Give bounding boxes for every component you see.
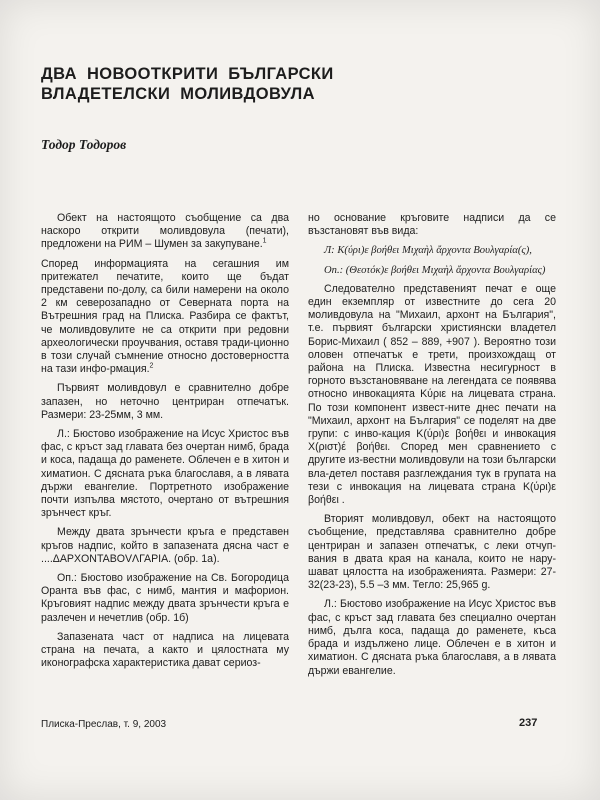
inscription-obverse: Л: K(ύρι)ε βοήθει Μιχαὴλ ἄρχοντα Βουλγαρία(ς), [324, 245, 532, 257]
paragraph: Следователно представеният печат е още един екземпляр от известните до сега 20 моливдовула на "Михаил, архонт на България", т.е. първият български християнски владетел Борис-Михаил ( 852 – 889, +907 ). Вероятно този оловен отпечатък е трети, произхождащ от района на Плиска. Известна несигурност в горното възстановяване на легендата се появява относно инвокацията Κύριε на лицевата страна. По този компонент извест-ните днес печати на "Михаил, архонт на България" се поделят на две групи: с инво-кация K(ύρι)ε βοήθει и инвокация Χ(ριστ)έ βοήθει. Според мен сравнението с другите из-вестни моливдовули на този български вла-детел поставя разглеждания тук в групата на тези с инвокация на лицевата страна K(ύρι)ε βοήθει . [308, 282, 556, 507]
right-column [308, 212, 556, 684]
article-title [41, 64, 341, 104]
article-title-line-2: ВЛАДЕТЕЛСКИ МОЛИВДОВУЛА [41, 85, 315, 103]
page-number: 237 [519, 717, 538, 729]
article-title-line-1: ДВА НОВООТКРИТИ БЪЛГАРСКИ [41, 65, 334, 83]
author-name: Тодор Тодоров [41, 137, 127, 152]
inscription-reverse: Оп.: (Θεοτόκ)ε βοήθει Μιχαὴλ ἄρχοντα Βουλγαρίας) [324, 264, 546, 276]
paragraph: но основание кръговите надписи да се възстановят във вида: [308, 212, 556, 238]
journal-reference: Плиска-Преслав, т. 9, 2003 [41, 719, 167, 730]
paragraph: Първият моливдовул е сравнително добре запазен, но неточно центриран отпечатък. Размери: 23-25мм, 3 мм. [41, 382, 289, 421]
paragraph: Л.: Бюстово изображение на Исус Христос във фас, с кръст зад главата без очертан нимб, брада и коса, падаща до раменете. Облечен е в хитон и химатион. С дясната ръка благославя, а в лявата държи евангелие. Портретното изображение почти изпълва мястото, очертано от вътрешния зрънчест кръг. [41, 428, 289, 520]
paragraph: Между двата зрънчести кръга е представен кръгов надпис, който в запазената дясна част е ....ΔΑΡΧΟΝΤΑΒΟVΛΓΑΡΙΑ. (обр. 1а). [41, 526, 289, 565]
paragraph: Вторият моливдовул, обект на настоящото съобщение, представлява сравнително добре центриран и запазен отпечатък, с леки отчуп-вания в двата края на канала, които не нару-шават цялостта на изображенията. Размери: 27-32(23-23), 5.5 –3 мм. Тегло: 25,965 g. [308, 513, 556, 592]
paragraph: Запазената част от надписа на лицевата страна на печата, а както и цялостната му иконографска характеристика дават сериоз- [41, 630, 289, 670]
paragraph: Оп.: Бюстово изображение на Св. Богородица Оранта във фас, с нимб, мантия и мафорион. Кръговият надпис между двата зрънчести кръга е разлечен и нечетлив (обр. 1б) [41, 572, 289, 624]
paragraph: Л.: Бюстово изображение на Исус Христос във фас, с кръст зад главата без специално очертан нимб, дълга коса, падаща до раменете, къса брада и издължено лице. Облечен е в хитон и химатион. С дясната ръка благославя, а в лявата държи евангелие. [308, 598, 556, 677]
paragraph: Според информацията на сегашния им притежател печатите, които ще бъдат представени по-долу, са били намерени на около 2 км северозападно от Северната порта на Вътрешния град на Плиска. Разбира се фактът, че моливдовулите не са открити при редовни археологически проучвания, оставя тради-ционно в този случай съмнение относно достоверността на тази инфо-рмация.$^2$ [41, 257, 289, 376]
left-column [41, 212, 289, 677]
paragraph: Обект на настоящото съобщение са два наскоро открити моливдовула (печати), предложени на РИМ – Шумен за закупуване.$^1$ [41, 212, 289, 251]
